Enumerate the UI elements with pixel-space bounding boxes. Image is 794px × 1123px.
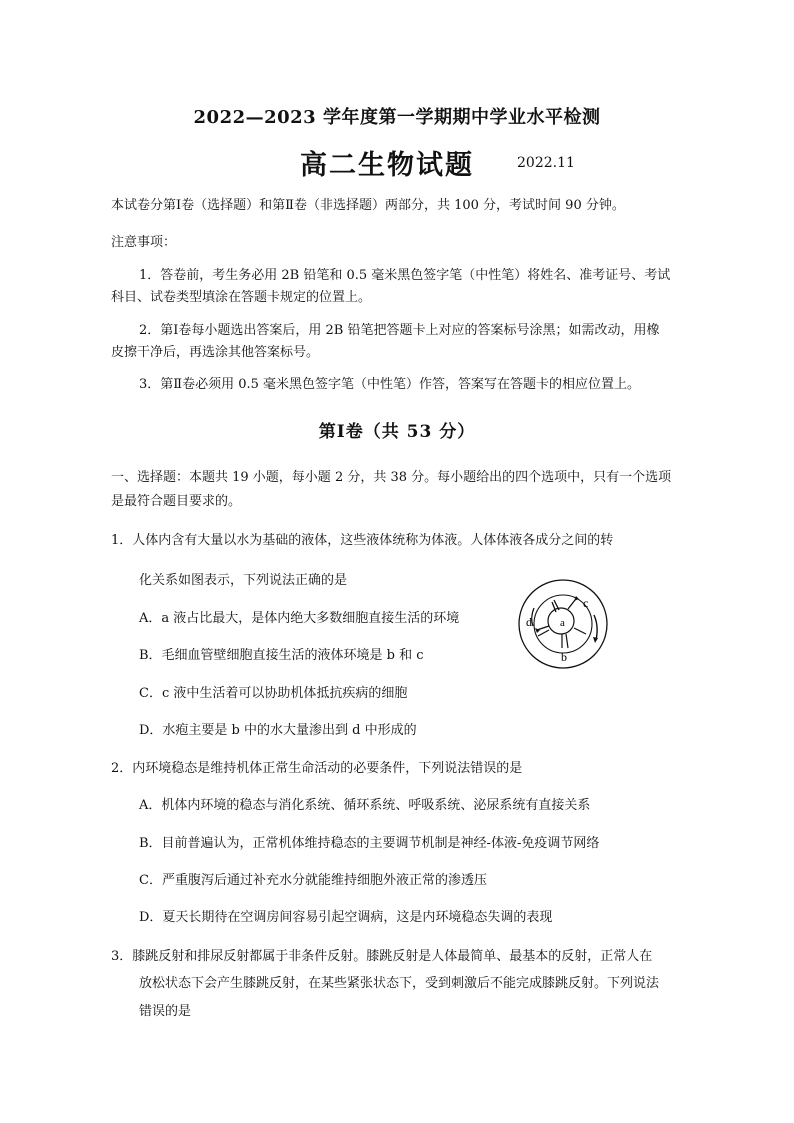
section-instruction-line-2: 是最符合题目要求的。 [111, 494, 242, 509]
note-2-line-1: 2．第Ⅰ卷每小题选出答案后，用 2B 铅笔把答题卡上对应的答案标号涂黑；如需改动，用橡 [139, 323, 660, 338]
q1-option-c: C．c 液中生活着可以协助机体抵抗疾病的细胞 [139, 686, 408, 701]
q1-stem-line-2: 化关系如图表示，下列说法正确的是 [139, 573, 348, 588]
q1-option-b: B．毛细血管壁细胞直接生活的液体环境是 b 和 c [139, 648, 424, 663]
section-instruction-line-1: 一、选择题：本题共 19 小题，每小题 2 分，共 38 分。每小题给出的四个选项中，只有一个选项 [111, 470, 672, 485]
label-c: c [583, 596, 589, 610]
q3-stem-line-1: 3．膝跳反射和排尿反射都属于非条件反射。膝跳反射是人体最简单、最基本的反射，正常人在 [111, 949, 653, 964]
q1-option-d: D．水疱主要是 b 中的水大量渗出到 d 中形成的 [139, 723, 417, 738]
q3-stem-line-2: 放松状态下会产生膝跳反射，在某些紧张状态下，受到刺激后不能完成膝跳反射。下列说法 [139, 976, 660, 991]
note-3-line-1: 3．第Ⅱ卷必须用 0.5 毫米黑色签字笔（中性笔）作答，答案写在答题卡的相应位置上。 [139, 377, 641, 392]
q1-stem-line-1: 1．人体内含有大量以水为基础的液体，这些液体统称为体液。人体体液各成分之间的转 [111, 533, 614, 548]
intro-text: 本试卷分第Ⅰ卷（选择题）和第Ⅱ卷（非选择题）两部分，共 100 分，考试时间 90 分钟。 [111, 198, 625, 213]
subject-title: 高二生物试题 [300, 150, 474, 181]
exam-title: 2022—2023 学年度第一学期期中学业水平检测 [193, 107, 601, 128]
note-1-line-1: 1．答卷前，考生务必用 2B 铅笔和 0.5 毫米黑色签字笔（中性笔）将姓名、准考证号、考试 [139, 268, 671, 283]
notes-heading: 注意事项： [111, 235, 177, 250]
label-b: b [561, 650, 567, 664]
exam-date: 2022.11 [517, 155, 575, 171]
q2-option-d: D．夏天长期待在空调房间容易引起空调病，这是内环境稳态失调的表现 [139, 910, 553, 925]
body-fluid-diagram [506, 578, 620, 670]
note-1-line-2: 科目、试卷类型填涂在答题卡规定的位置上。 [111, 290, 372, 305]
q2-option-a: A．机体内环境的稳态与消化系统、循环系统、呼吸系统、泌尿系统有直接关系 [139, 798, 591, 813]
label-a: a [560, 617, 565, 629]
section-title: 第Ⅰ卷（共 53 分） [318, 422, 476, 442]
label-d: d [526, 615, 532, 629]
q2-option-b: B．目前普遍认为，正常机体维持稳态的主要调节机制是神经-体液-免疫调节网络 [139, 836, 600, 851]
q3-stem-line-3: 错误的是 [139, 1004, 192, 1019]
q2-stem-line-1: 2．内环境稳态是维持机体正常生命活动的必要条件，下列说法错误的是 [111, 761, 523, 776]
q2-option-c: C．严重腹泻后通过补充水分就能维持细胞外液正常的渗透压 [139, 873, 487, 888]
note-2-line-2: 皮擦干净后，再选涂其他答案标号。 [111, 345, 320, 360]
q1-option-a: A．a 液占比最大，是体内绝大多数细胞直接生活的环境 [139, 611, 460, 626]
